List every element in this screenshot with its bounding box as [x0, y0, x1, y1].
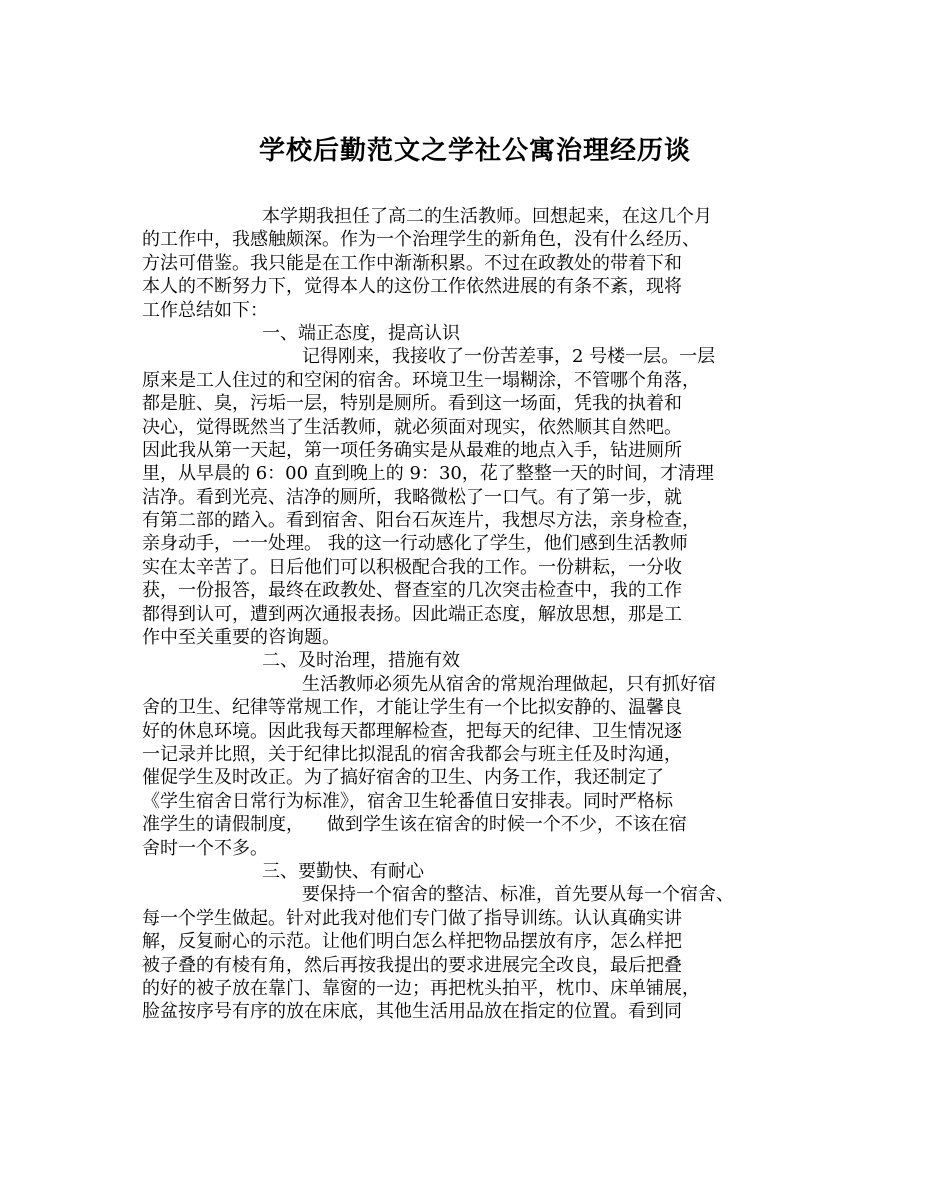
paragraph-line: 舍的卫生、纪律等常规工作，才能让学生有一个比拟安静的、温馨良	[142, 697, 682, 719]
paragraph-line: 原来是工人住过的和空闲的宿舍。环境卫生一塌糊涂，不管哪个角落，	[142, 369, 700, 391]
paragraph-line: 里，从早晨的 6：00 直到晚上的 9：30，花了整整一天的时间，才清理	[142, 463, 714, 485]
paragraph-line: 好的休息环境。因此我每天都理解检查，把每天的纪律、卫生情况逐	[142, 720, 682, 742]
paragraph-line: 的工作中，我感触颇深。作为一个治理学生的新角色，没有什么经历、	[142, 229, 700, 251]
section-heading: 三、要勤快、有耐心	[262, 860, 424, 882]
paragraph-line: 实在太辛苦了。日后他们可以积极配合我的工作。一份耕耘，一分收	[142, 556, 682, 578]
paragraph-line: 亲身动手，一一处理。 我的这一行动感化了学生，他们感到生活教师	[142, 533, 688, 555]
paragraph-line: 本人的不断努力下，觉得本人的这份工作依然进展的有条不紊，现将	[142, 276, 682, 298]
section-heading: 二、及时治理，措施有效	[262, 650, 460, 672]
paragraph-line: 被子叠的有棱有角，然后再按我提出的要求进展完全改良，最后把叠	[142, 954, 682, 976]
paragraph-line: 解，反复耐心的示范。让他们明白怎么样把物品摆放有序，怎么样把	[142, 931, 682, 953]
paragraph-line: 都是脏、臭，污垢一层，特别是厕所。看到这一场面，凭我的执着和	[142, 393, 682, 415]
document-body	[142, 205, 828, 1024]
paragraph-line: 记得刚来，我接收了一份苦差事，2 号楼一层。一层	[302, 346, 716, 368]
paragraph-line: 《学生宿舍日常行为标准》，宿舍卫生轮番值日安排表。同时严格标	[142, 790, 673, 812]
paragraph-line: 本学期我担任了高二的生活教师。回想起来，在这几个月	[262, 206, 712, 227]
paragraph-line: 的好的被子放在靠门、靠窗的一边；再把枕头拍平，枕巾、床单铺展，	[142, 977, 700, 999]
paragraph-line: 都得到认可，遭到两次通报表扬。因此端正态度，解放思想，那是工	[142, 603, 682, 625]
paragraph-line: 获，一份报答，最终在政教处、督查室的几次突击检查中，我的工作	[142, 580, 682, 602]
paragraph-line: 工作总结如下：	[142, 299, 268, 321]
document-title: 学校后勤范文之学社公寓治理经历谈	[258, 136, 691, 166]
paragraph-line: 脸盆按序号有序的放在床底，其他生活用品放在指定的位置。看到同	[142, 1001, 682, 1023]
paragraph-line: 洁净。看到光亮、洁净的厕所，我略微松了一口气。有了第一步，就	[142, 486, 682, 508]
paragraph-line: 一记录并比照，关于纪律比拟混乱的宿舍我都会与班主任及时沟通，	[142, 743, 682, 765]
paragraph-line: 作中至关重要的咨询题。	[142, 627, 340, 649]
paragraph-line: 催促学生及时改正。为了搞好宿舍的卫生、内务工作，我还制定了	[142, 767, 664, 789]
paragraph-line: 决心，觉得既然当了生活教师，就必须面对现实，依然顺其自然吧。	[142, 416, 682, 438]
paragraph-line: 要保持一个宿舍的整洁、标准，首先要从每一个宿舍、	[302, 884, 734, 906]
paragraph-line: 生活教师必须先从宿舍的常规治理做起，只有抓好宿	[302, 673, 716, 695]
paragraph-line: 方法可借鉴。我只能是在工作中渐渐积累。不过在政教处的带着下和	[142, 252, 682, 274]
paragraph-line: 舍时一个不多。	[142, 837, 268, 859]
paragraph-line: 每一个学生做起。针对此我对他们专门做了指导训练。认认真确实讲	[142, 907, 682, 929]
section-heading: 一、端正态度，提高认识	[262, 322, 460, 344]
paragraph-line: 有第二部的踏入。看到宿舍、阳台石灰连片，我想尽方法，亲身检查，	[142, 510, 700, 532]
paragraph-line: 准学生的请假制度， 做到学生该在宿舍的时候一个不少，不该在宿	[142, 814, 687, 836]
paragraph-line: 因此我从第一天起，第一项任务确实是从最难的地点入手，钻进厕所	[142, 439, 682, 461]
